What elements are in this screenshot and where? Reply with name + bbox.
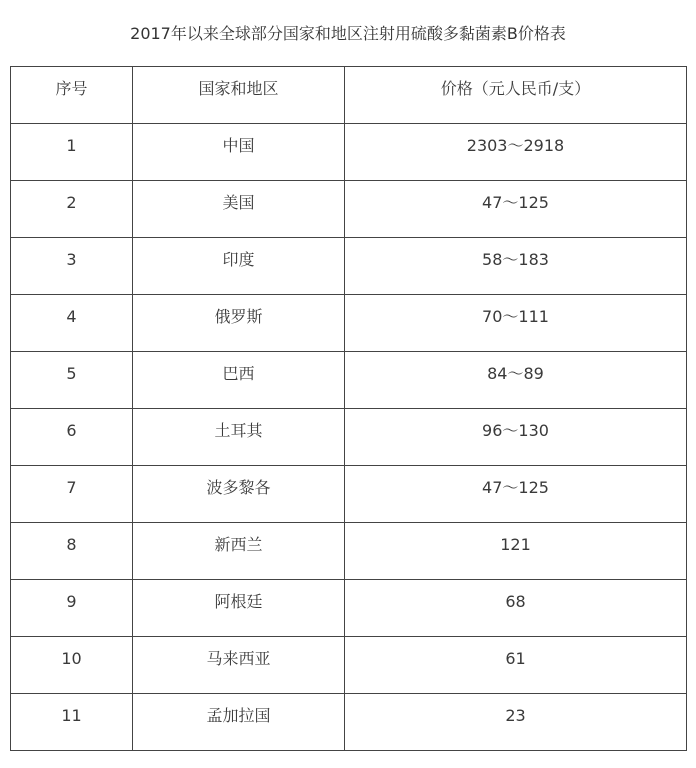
table-row — [11, 637, 687, 694]
cell-index: 2 — [11, 181, 133, 238]
cell-index: 6 — [11, 409, 133, 466]
cell-price: 58～183 — [345, 238, 687, 295]
cell-price: 2303～2918 — [345, 124, 687, 181]
cell-price: 47～125 — [345, 466, 687, 523]
cell-country: 波多黎各 — [133, 466, 345, 523]
cell-index: 7 — [11, 466, 133, 523]
cell-price: 61 — [345, 637, 687, 694]
table-row — [11, 694, 687, 751]
table-row — [11, 466, 687, 523]
cell-country: 印度 — [133, 238, 345, 295]
cell-country: 中国 — [133, 124, 345, 181]
cell-price: 70～111 — [345, 295, 687, 352]
cell-price: 96～130 — [345, 409, 687, 466]
cell-index: 3 — [11, 238, 133, 295]
cell-index: 11 — [11, 694, 133, 751]
cell-country: 新西兰 — [133, 523, 345, 580]
table-row — [11, 181, 687, 238]
cell-index: 8 — [11, 523, 133, 580]
cell-country: 巴西 — [133, 352, 345, 409]
header-index: 序号 — [11, 67, 133, 124]
header-country: 国家和地区 — [133, 67, 345, 124]
table-row — [11, 352, 687, 409]
header-price: 价格（元人民币/支） — [345, 67, 687, 124]
cell-index: 4 — [11, 295, 133, 352]
cell-country: 阿根廷 — [133, 580, 345, 637]
cell-price: 121 — [345, 523, 687, 580]
price-table — [10, 66, 687, 751]
table-row — [11, 124, 687, 181]
cell-country: 马来西亚 — [133, 637, 345, 694]
cell-index: 1 — [11, 124, 133, 181]
table-row — [11, 523, 687, 580]
cell-country: 土耳其 — [133, 409, 345, 466]
table-title: 2017年以来全球部分国家和地区注射用硫酸多黏菌素B价格表 — [130, 24, 566, 43]
cell-index: 9 — [11, 580, 133, 637]
cell-country: 俄罗斯 — [133, 295, 345, 352]
header-row — [11, 67, 687, 124]
cell-index: 10 — [11, 637, 133, 694]
cell-price: 23 — [345, 694, 687, 751]
cell-price: 68 — [345, 580, 687, 637]
table-row — [11, 409, 687, 466]
cell-index: 5 — [11, 352, 133, 409]
table-row — [11, 238, 687, 295]
table-row — [11, 580, 687, 637]
table-row — [11, 295, 687, 352]
cell-country: 孟加拉国 — [133, 694, 345, 751]
cell-country: 美国 — [133, 181, 345, 238]
cell-price: 84～89 — [345, 352, 687, 409]
cell-price: 47～125 — [345, 181, 687, 238]
